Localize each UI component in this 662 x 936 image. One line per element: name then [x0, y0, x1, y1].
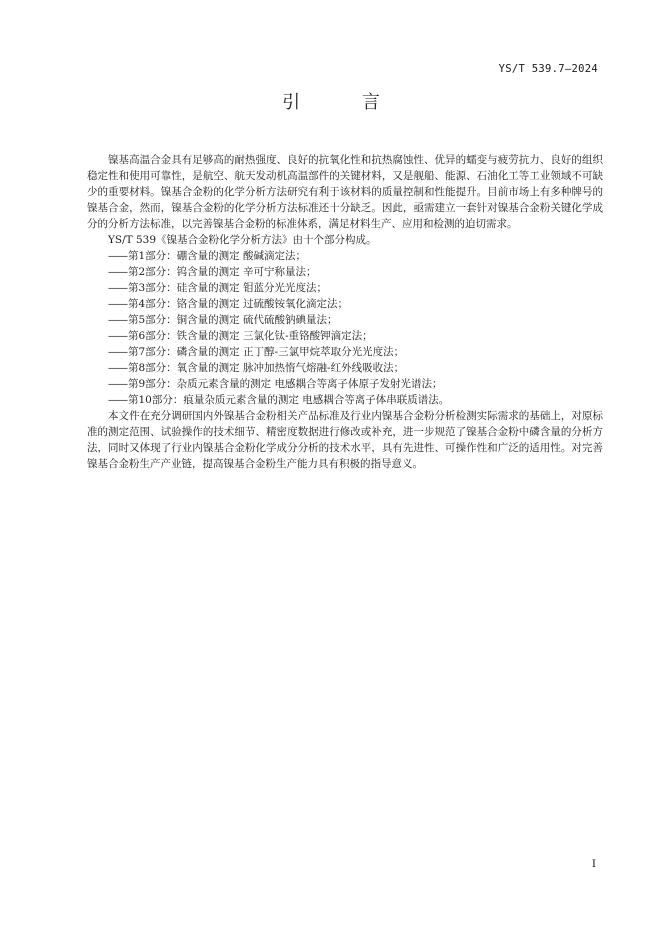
list-item-text: 第1部分：硼含量的测定 酸碱滴定法； [128, 250, 307, 262]
document-code: YS/T 539.7—2024 [498, 63, 598, 75]
structure-paragraph: YS/T 539《镍基合金粉化学分析方法》由十个部分构成。 [108, 234, 377, 246]
list-item-text: 第10部分：痕量杂质元素含量的测定 电感耦合等离子体串联质谱法。 [128, 394, 450, 406]
list-dash: —— [108, 298, 127, 310]
list-dash: —— [108, 266, 127, 278]
list-dash: —— [108, 314, 127, 326]
list-item-text: 第9部分：杂质元素含量的测定 电感耦合等离子体原子发射光谱法； [128, 378, 443, 390]
list-item [87, 296, 603, 312]
list-item [87, 392, 603, 408]
list-dash: —— [108, 250, 127, 262]
list-dash: —— [108, 362, 127, 374]
closing-paragraph: 本文件在充分调研国内外镍基合金粉相关产品标准及行业内镍基合金粉分析检测实际需求的基础上，对原标准的测定范围、试验操作的技术细节、精密度数据进行修改或补充，进一步规范了镍基合金粉中磷含量的分析方法，同时又体现了行业内镍基合金粉化学成分分析的技术水平，具有先进性、可操作性和广泛的适用性。对完善镍基合金粉生产产业链，提高镍基合金粉生产能力具有积极的指导意义。 [87, 410, 603, 470]
list-item-text: 第3部分：硅含量的测定 钼蓝分光光度法； [128, 282, 328, 294]
list-item [87, 312, 603, 328]
list-item-text: 第8部分：氧含量的测定 脉冲加热惰气熔融-红外线吸收法； [128, 362, 405, 374]
list-item-text: 第4部分：铬含量的测定 过硫酸铵氧化滴定法； [128, 298, 349, 310]
list-item [87, 360, 603, 376]
list-item [87, 376, 603, 392]
parts-list [87, 248, 603, 408]
list-dash: —— [108, 378, 127, 390]
list-item-text: 第7部分：磷含量的测定 正丁醇-三氯甲烷萃取分光光度法； [128, 346, 405, 358]
page-number: I [591, 858, 596, 870]
list-item [87, 328, 603, 344]
list-dash: —— [108, 282, 127, 294]
intro-paragraph: 镍基高温合金具有足够高的耐热强度、良好的抗氧化性和抗热腐蚀性、优异的蠕变与疲劳抗力、良好的组织稳定性和使用可靠性，是航空、航天发动机高温部件的关键材料，又是舰船、能源、石油化工等工业领域不可缺少的重要材料。镍基合金粉的化学分析方法研究有利于该材料的质量控制和性能提升。目前市场上有多种牌号的镍基合金，然而，镍基合金粉的化学分析方法标准还十分缺乏。因此，亟需建立一套针对镍基合金粉关键化学成分的分析方法标准，以完善镍基合金粉的标准体系，满足材料生产、应用和检测的迫切需求。 [87, 154, 603, 230]
list-dash: —— [108, 346, 127, 358]
list-dash: —— [108, 330, 127, 342]
list-item [87, 344, 603, 360]
page-title: 引 言 [282, 92, 408, 113]
list-item [87, 248, 603, 264]
list-dash: —— [108, 394, 127, 406]
list-item [87, 280, 603, 296]
list-item-text: 第5部分：铜含量的测定 硫代硫酸钠碘量法； [128, 314, 338, 326]
list-item-text: 第6部分：铁含量的测定 三氯化钛-重铬酸钾滴定法； [128, 330, 373, 342]
body-text [87, 152, 603, 472]
list-item-text: 第2部分：钨含量的测定 辛可宁称量法； [128, 266, 317, 278]
list-item [87, 264, 603, 280]
